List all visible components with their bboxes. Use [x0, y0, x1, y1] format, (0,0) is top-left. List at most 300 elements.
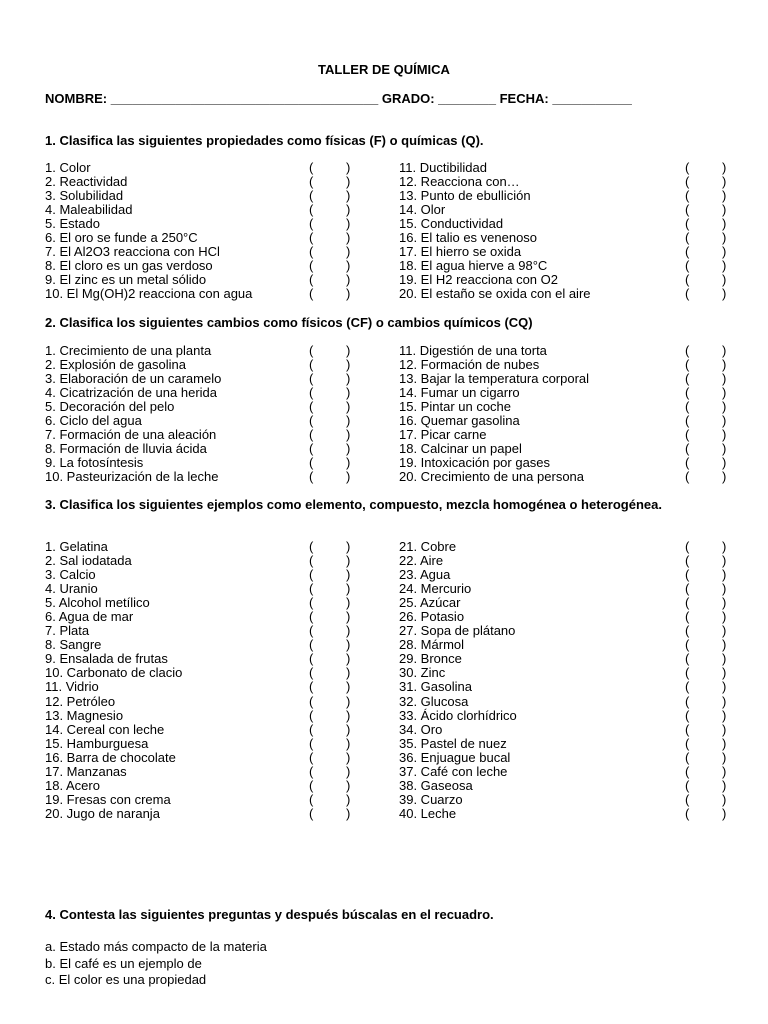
- answer-blank-close-paren: ): [722, 385, 727, 401]
- list-item: [45, 779, 357, 793]
- section3-right-list: [399, 540, 729, 821]
- item-label: 6. El oro se funde a 250°C: [45, 230, 198, 246]
- answer-blank-close-paren: ): [722, 160, 727, 175]
- list-item: [45, 582, 357, 596]
- answer-blank-open-paren[interactable]: (: [685, 244, 690, 260]
- answer-blank-close-paren: ): [722, 202, 727, 218]
- item-label: 13. Magnesio: [45, 707, 124, 723]
- section1-right-list: [399, 161, 729, 301]
- section3-left-list: [45, 540, 357, 821]
- list-item: [399, 456, 729, 470]
- answer-blank-close-paren: ): [346, 399, 351, 415]
- list-item: [45, 428, 357, 442]
- answer-blank-open-paren[interactable]: (: [309, 595, 314, 611]
- answer-blank-close-paren: ): [722, 469, 727, 485]
- answer-blank-open-paren[interactable]: (: [309, 749, 314, 765]
- item-label: 15. Conductividad: [399, 216, 504, 232]
- answer-blank-open-paren[interactable]: (: [309, 286, 314, 302]
- answer-blank-open-paren[interactable]: (: [309, 160, 314, 175]
- answer-blank-close-paren: ): [722, 174, 727, 190]
- answer-blank-open-paren[interactable]: (: [685, 399, 690, 415]
- answer-blank-open-paren[interactable]: (: [685, 707, 690, 723]
- answer-blank-open-paren[interactable]: (: [309, 721, 314, 737]
- list-item: [399, 442, 729, 456]
- item-label: 10. El Mg(OH)2 reacciona con agua: [45, 286, 253, 302]
- item-label: 5. Decoración del pelo: [45, 399, 175, 415]
- answer-blank-open-paren[interactable]: (: [685, 441, 690, 457]
- answer-blank-open-paren[interactable]: (: [685, 735, 690, 751]
- item-label: 6. Ciclo del agua: [45, 413, 142, 429]
- item-label: 12. Formación de nubes: [399, 357, 540, 373]
- list-item: [399, 765, 729, 779]
- answer-blank-open-paren[interactable]: (: [309, 188, 314, 204]
- answer-blank-open-paren[interactable]: (: [309, 244, 314, 260]
- answer-blank-open-paren[interactable]: (: [309, 623, 314, 639]
- answer-blank-open-paren[interactable]: (: [685, 553, 690, 569]
- item-label: 9. Ensalada de frutas: [45, 651, 168, 667]
- answer-blank-close-paren: ): [722, 707, 727, 723]
- answer-blank-close-paren: ): [722, 567, 727, 583]
- list-item: [399, 344, 729, 358]
- list-item: [45, 470, 357, 484]
- section2-right-list: [399, 344, 729, 484]
- list-item: [45, 793, 357, 807]
- list-item: [45, 344, 357, 358]
- item-label: 17. El hierro se oxida: [399, 244, 522, 260]
- answer-blank-open-paren[interactable]: (: [685, 202, 690, 218]
- list-item: [399, 372, 729, 386]
- item-label: 20. El estaño se oxida con el aire: [399, 286, 591, 302]
- list-item: [399, 751, 729, 765]
- answer-blank-close-paren: ): [346, 202, 351, 218]
- list-item: [399, 666, 729, 680]
- answer-blank-close-paren: ): [346, 455, 351, 471]
- item-label: 18. Calcinar un papel: [399, 441, 522, 457]
- answer-blank-open-paren[interactable]: (: [309, 357, 314, 373]
- answer-blank-close-paren: ): [346, 244, 351, 260]
- item-label: 5. Estado: [45, 216, 100, 232]
- answer-blank-close-paren: ): [722, 244, 727, 260]
- answer-blank-close-paren: ): [346, 188, 351, 204]
- answer-blank-close-paren: ): [346, 777, 351, 793]
- answer-blank-close-paren: ): [346, 665, 351, 681]
- answer-blank-close-paren: ): [346, 749, 351, 765]
- answer-blank-close-paren: ): [722, 427, 727, 443]
- item-label: 9. El zinc es un metal sólido: [45, 272, 207, 288]
- item-label: 12. Petróleo: [45, 693, 116, 709]
- item-label: 20. Crecimiento de una persona: [399, 469, 585, 485]
- list-item: [45, 245, 357, 259]
- list-item: [45, 442, 357, 456]
- list-item: [399, 428, 729, 442]
- list-item: [45, 666, 357, 680]
- list-item: [399, 245, 729, 259]
- answer-blank-open-paren[interactable]: (: [309, 427, 314, 443]
- answer-blank-close-paren: ): [722, 805, 727, 821]
- question-item: b. El café es un ejemplo de: [45, 955, 202, 971]
- item-label: 26. Potasio: [399, 609, 465, 625]
- section4-heading: 4. Contesta las siguientes preguntas y después búscalas en el recuadro.: [45, 907, 494, 922]
- answer-blank-close-paren: ): [722, 763, 727, 779]
- answer-blank-close-paren: ): [722, 665, 727, 681]
- answer-blank-open-paren[interactable]: (: [309, 707, 314, 723]
- list-item: [45, 372, 357, 386]
- item-label: 2. Reactividad: [45, 174, 128, 190]
- answer-blank-close-paren: ): [346, 651, 351, 667]
- answer-blank-open-paren[interactable]: (: [309, 455, 314, 471]
- item-label: 18. Acero: [45, 777, 100, 793]
- answer-blank-open-paren[interactable]: (: [309, 343, 314, 358]
- answer-blank-open-paren[interactable]: (: [685, 721, 690, 737]
- answer-blank-open-paren[interactable]: (: [309, 777, 314, 793]
- list-item: [399, 652, 729, 666]
- item-label: 18. El agua hierve a 98°C: [399, 258, 548, 274]
- answer-blank-close-paren: ): [346, 637, 351, 653]
- item-label: 3. Elaboración de un caramelo: [45, 371, 222, 387]
- answer-blank-close-paren: ): [722, 693, 727, 709]
- list-item: [399, 217, 729, 231]
- answer-blank-open-paren[interactable]: (: [685, 188, 690, 204]
- answer-blank-close-paren: ): [346, 791, 351, 807]
- answer-blank-close-paren: ): [346, 693, 351, 709]
- answer-blank-close-paren: ): [722, 230, 727, 246]
- list-item: [45, 189, 357, 203]
- answer-blank-open-paren[interactable]: (: [685, 805, 690, 821]
- answer-blank-close-paren: ): [346, 343, 351, 358]
- answer-blank-close-paren: ): [346, 272, 351, 288]
- answer-blank-open-paren[interactable]: (: [685, 609, 690, 625]
- list-item: [399, 624, 729, 638]
- answer-blank-open-paren[interactable]: (: [309, 805, 314, 821]
- list-item: [45, 568, 357, 582]
- list-item: [399, 793, 729, 807]
- answer-blank-open-paren[interactable]: (: [309, 539, 314, 554]
- item-label: 23. Agua: [399, 567, 451, 583]
- item-label: 19. El H2 reacciona con O2: [399, 272, 558, 288]
- item-label: 19. Intoxicación por gases: [399, 455, 551, 471]
- answer-blank-open-paren[interactable]: (: [685, 791, 690, 807]
- answer-blank-open-paren[interactable]: (: [685, 258, 690, 274]
- list-item: [399, 554, 729, 568]
- answer-blank-close-paren: ): [722, 399, 727, 415]
- list-item: [45, 358, 357, 372]
- list-item: [399, 582, 729, 596]
- list-item: [399, 610, 729, 624]
- question-item: a. Estado más compacto de la materia: [45, 939, 267, 954]
- item-label: 30. Zinc: [399, 665, 446, 681]
- item-label: 16. El talio es venenoso: [399, 230, 538, 246]
- list-item: [399, 287, 729, 301]
- answer-blank-close-paren: ): [346, 441, 351, 457]
- item-label: 12. Reacciona con…: [399, 174, 520, 190]
- answer-blank-close-paren: ): [722, 721, 727, 737]
- list-item: [45, 161, 357, 175]
- answer-blank-open-paren[interactable]: (: [685, 272, 690, 288]
- answer-blank-open-paren[interactable]: (: [309, 202, 314, 218]
- item-label: 22. Aire: [399, 553, 444, 569]
- answer-blank-close-paren: ): [722, 371, 727, 387]
- list-item: [399, 189, 729, 203]
- list-item: [399, 723, 729, 737]
- answer-blank-open-paren[interactable]: (: [685, 174, 690, 190]
- answer-blank-close-paren: ): [722, 777, 727, 793]
- section2-heading: 2. Clasifica los siguientes cambios como físicos (CF) o cambios químicos (CQ): [45, 315, 533, 330]
- answer-blank-close-paren: ): [722, 581, 727, 597]
- answer-blank-close-paren: ): [346, 623, 351, 639]
- list-item: [45, 400, 357, 414]
- item-label: 16. Quemar gasolina: [399, 413, 520, 429]
- answer-blank-open-paren[interactable]: (: [309, 174, 314, 190]
- answer-blank-close-paren: ): [346, 286, 351, 302]
- item-label: 7. Plata: [45, 623, 90, 639]
- list-item: [399, 386, 729, 400]
- item-label: 11. Vidrio: [45, 679, 99, 695]
- section3-heading: 3. Clasifica los siguientes ejemplos como elemento, compuesto, mezcla homogénea o heterogénea.: [45, 497, 662, 512]
- student-info-line: NOMBRE: _____________________________________ GRADO: ________ FECHA: ___________: [45, 91, 632, 106]
- list-item: [45, 765, 357, 779]
- answer-blank-close-paren: ): [346, 258, 351, 274]
- list-item: [45, 259, 357, 273]
- answer-blank-open-paren[interactable]: (: [309, 637, 314, 653]
- list-item: [399, 680, 729, 694]
- answer-blank-close-paren: ): [346, 595, 351, 611]
- answer-blank-close-paren: ): [722, 441, 727, 457]
- item-label: 10. Carbonato de clacio: [45, 665, 183, 681]
- answer-blank-open-paren[interactable]: (: [685, 539, 690, 554]
- answer-blank-open-paren[interactable]: (: [309, 385, 314, 401]
- item-label: 15. Pintar un coche: [399, 399, 512, 415]
- answer-blank-open-paren[interactable]: (: [685, 286, 690, 302]
- section1-heading: 1. Clasifica las siguientes propiedades como físicas (F) o químicas (Q).: [45, 133, 484, 148]
- answer-blank-close-paren: ): [346, 371, 351, 387]
- answer-blank-close-paren: ): [722, 791, 727, 807]
- answer-blank-close-paren: ): [346, 413, 351, 429]
- answer-blank-close-paren: ): [722, 216, 727, 232]
- list-item: [45, 287, 357, 301]
- list-item: [45, 680, 357, 694]
- answer-blank-open-paren[interactable]: (: [685, 763, 690, 779]
- answer-blank-open-paren[interactable]: (: [309, 216, 314, 232]
- item-label: 2. Sal iodatada: [45, 553, 132, 569]
- item-label: 9. La fotosíntesis: [45, 455, 144, 471]
- list-item: [399, 737, 729, 751]
- answer-blank-close-paren: ): [722, 188, 727, 204]
- answer-blank-open-paren[interactable]: (: [309, 693, 314, 709]
- answer-blank-close-paren: ): [346, 763, 351, 779]
- list-item: [45, 414, 357, 428]
- item-label: 37. Café con leche: [399, 763, 508, 779]
- item-label: 6. Agua de mar: [45, 609, 134, 625]
- item-label: 10. Pasteurización de la leche: [45, 469, 219, 485]
- answer-blank-close-paren: ): [346, 174, 351, 190]
- list-item: [399, 203, 729, 217]
- item-label: 31. Gasolina: [399, 679, 472, 695]
- answer-blank-close-paren: ): [346, 721, 351, 737]
- item-label: 39. Cuarzo: [399, 791, 463, 807]
- answer-blank-open-paren[interactable]: (: [685, 623, 690, 639]
- list-item: [399, 807, 729, 821]
- answer-blank-open-paren[interactable]: (: [685, 651, 690, 667]
- list-item: [399, 540, 729, 554]
- item-label: 29. Bronce: [399, 651, 462, 667]
- item-label: 3. Solubilidad: [45, 188, 124, 204]
- answer-blank-close-paren: ): [722, 286, 727, 302]
- list-item: [45, 695, 357, 709]
- item-label: 3. Calcio: [45, 567, 96, 583]
- list-item: [45, 273, 357, 287]
- question-item: c. El color es una propiedad: [45, 972, 207, 987]
- answer-blank-open-paren[interactable]: (: [309, 371, 314, 387]
- item-label: 20. Jugo de naranja: [45, 805, 160, 821]
- item-label: 14. Olor: [399, 202, 446, 218]
- answer-blank-close-paren: ): [346, 230, 351, 246]
- item-label: 35. Pastel de nuez: [399, 735, 507, 751]
- answer-blank-open-paren[interactable]: (: [685, 637, 690, 653]
- list-item: [45, 638, 357, 652]
- answer-blank-open-paren[interactable]: (: [685, 581, 690, 597]
- item-label: 2. Explosión de gasolina: [45, 357, 186, 373]
- answer-blank-open-paren[interactable]: (: [309, 258, 314, 274]
- answer-blank-open-paren[interactable]: (: [309, 441, 314, 457]
- item-label: 28. Mármol: [399, 637, 465, 653]
- answer-blank-open-paren[interactable]: (: [685, 693, 690, 709]
- list-item: [45, 652, 357, 666]
- answer-blank-close-paren: ): [722, 413, 727, 429]
- answer-blank-close-paren: ): [722, 651, 727, 667]
- answer-blank-open-paren[interactable]: (: [685, 343, 690, 358]
- list-item: [399, 259, 729, 273]
- list-item: [399, 161, 729, 175]
- answer-blank-close-paren: ): [346, 707, 351, 723]
- answer-blank-open-paren[interactable]: (: [685, 455, 690, 471]
- answer-blank-open-paren[interactable]: (: [309, 553, 314, 569]
- answer-blank-close-paren: ): [722, 455, 727, 471]
- answer-blank-open-paren[interactable]: (: [685, 679, 690, 695]
- item-label: 8. Sangre: [45, 637, 102, 653]
- item-label: 4. Maleabilidad: [45, 202, 133, 218]
- answer-blank-open-paren[interactable]: (: [685, 230, 690, 246]
- answer-blank-close-paren: ): [346, 553, 351, 569]
- answer-blank-close-paren: ): [722, 749, 727, 765]
- answer-blank-close-paren: ): [346, 679, 351, 695]
- answer-blank-close-paren: ): [722, 258, 727, 274]
- item-label: 11. Digestión de una torta: [399, 343, 547, 358]
- answer-blank-open-paren[interactable]: (: [685, 665, 690, 681]
- answer-blank-open-paren[interactable]: (: [309, 469, 314, 485]
- answer-blank-open-paren[interactable]: (: [685, 567, 690, 583]
- item-label: 17. Picar carne: [399, 427, 487, 443]
- answer-blank-open-paren[interactable]: (: [309, 665, 314, 681]
- answer-blank-open-paren[interactable]: (: [309, 735, 314, 751]
- answer-blank-close-paren: ): [722, 679, 727, 695]
- answer-blank-open-paren[interactable]: (: [685, 469, 690, 485]
- list-item: [399, 470, 729, 484]
- item-label: 17. Manzanas: [45, 763, 127, 779]
- item-label: 13. Bajar la temperatura corporal: [399, 371, 590, 387]
- answer-blank-close-paren: ): [346, 609, 351, 625]
- answer-blank-close-paren: ): [722, 609, 727, 625]
- answer-blank-open-paren[interactable]: (: [309, 581, 314, 597]
- list-item: [399, 709, 729, 723]
- answer-blank-close-paren: ): [722, 623, 727, 639]
- answer-blank-open-paren[interactable]: (: [309, 679, 314, 695]
- list-item: [45, 751, 357, 765]
- answer-blank-close-paren: ): [722, 595, 727, 611]
- list-item: [399, 695, 729, 709]
- answer-blank-close-paren: ): [722, 735, 727, 751]
- answer-blank-close-paren: ): [346, 216, 351, 232]
- answer-blank-open-paren[interactable]: (: [309, 272, 314, 288]
- answer-blank-open-paren[interactable]: (: [309, 413, 314, 429]
- answer-blank-open-paren[interactable]: (: [309, 567, 314, 583]
- item-label: 1. Color: [45, 160, 91, 175]
- answer-blank-close-paren: ): [346, 427, 351, 443]
- list-item: [45, 807, 357, 821]
- item-label: 14. Fumar un cigarro: [399, 385, 520, 401]
- answer-blank-close-paren: ): [722, 343, 727, 358]
- answer-blank-close-paren: ): [722, 272, 727, 288]
- answer-blank-open-paren[interactable]: (: [685, 749, 690, 765]
- list-item: [399, 638, 729, 652]
- item-label: 8. Formación de lluvia ácida: [45, 441, 207, 457]
- item-label: 19. Fresas con crema: [45, 791, 171, 807]
- answer-blank-close-paren: ): [346, 160, 351, 175]
- answer-blank-open-paren[interactable]: (: [685, 160, 690, 175]
- list-item: [45, 203, 357, 217]
- list-item: [45, 231, 357, 245]
- answer-blank-close-paren: ): [346, 357, 351, 373]
- answer-blank-open-paren[interactable]: (: [685, 413, 690, 429]
- answer-blank-close-paren: ): [722, 637, 727, 653]
- item-label: 13. Punto de ebullición: [399, 188, 531, 204]
- answer-blank-close-paren: ): [346, 805, 351, 821]
- answer-blank-close-paren: ): [346, 469, 351, 485]
- answer-blank-open-paren[interactable]: (: [309, 609, 314, 625]
- list-item: [399, 175, 729, 189]
- answer-blank-open-paren[interactable]: (: [685, 595, 690, 611]
- answer-blank-open-paren[interactable]: (: [309, 399, 314, 415]
- list-item: [399, 358, 729, 372]
- list-item: [399, 568, 729, 582]
- list-item: [399, 231, 729, 245]
- answer-blank-close-paren: ): [722, 357, 727, 373]
- item-label: 24. Mercurio: [399, 581, 472, 597]
- item-label: 5. Alcohol metílico: [45, 595, 150, 611]
- answer-blank-open-paren[interactable]: (: [685, 427, 690, 443]
- answer-blank-close-paren: ): [346, 539, 351, 554]
- list-item: [45, 386, 357, 400]
- answer-blank-open-paren[interactable]: (: [685, 371, 690, 387]
- answer-blank-close-paren: ): [722, 539, 727, 554]
- list-item: [45, 723, 357, 737]
- answer-blank-open-paren[interactable]: (: [685, 357, 690, 373]
- item-label: 7. Formación de una aleación: [45, 427, 217, 443]
- answer-blank-open-paren[interactable]: (: [309, 651, 314, 667]
- list-item: [45, 596, 357, 610]
- item-label: 1. Crecimiento de una planta: [45, 343, 212, 358]
- answer-blank-open-paren[interactable]: (: [685, 385, 690, 401]
- answer-blank-open-paren[interactable]: (: [685, 777, 690, 793]
- list-item: [399, 596, 729, 610]
- item-label: 32. Glucosa: [399, 693, 469, 709]
- list-item: [45, 175, 357, 189]
- answer-blank-open-paren[interactable]: (: [309, 763, 314, 779]
- section2-left-list: [45, 344, 357, 484]
- answer-blank-open-paren[interactable]: (: [309, 791, 314, 807]
- answer-blank-open-paren[interactable]: (: [309, 230, 314, 246]
- item-label: 4. Uranio: [45, 581, 98, 597]
- answer-blank-open-paren[interactable]: (: [685, 216, 690, 232]
